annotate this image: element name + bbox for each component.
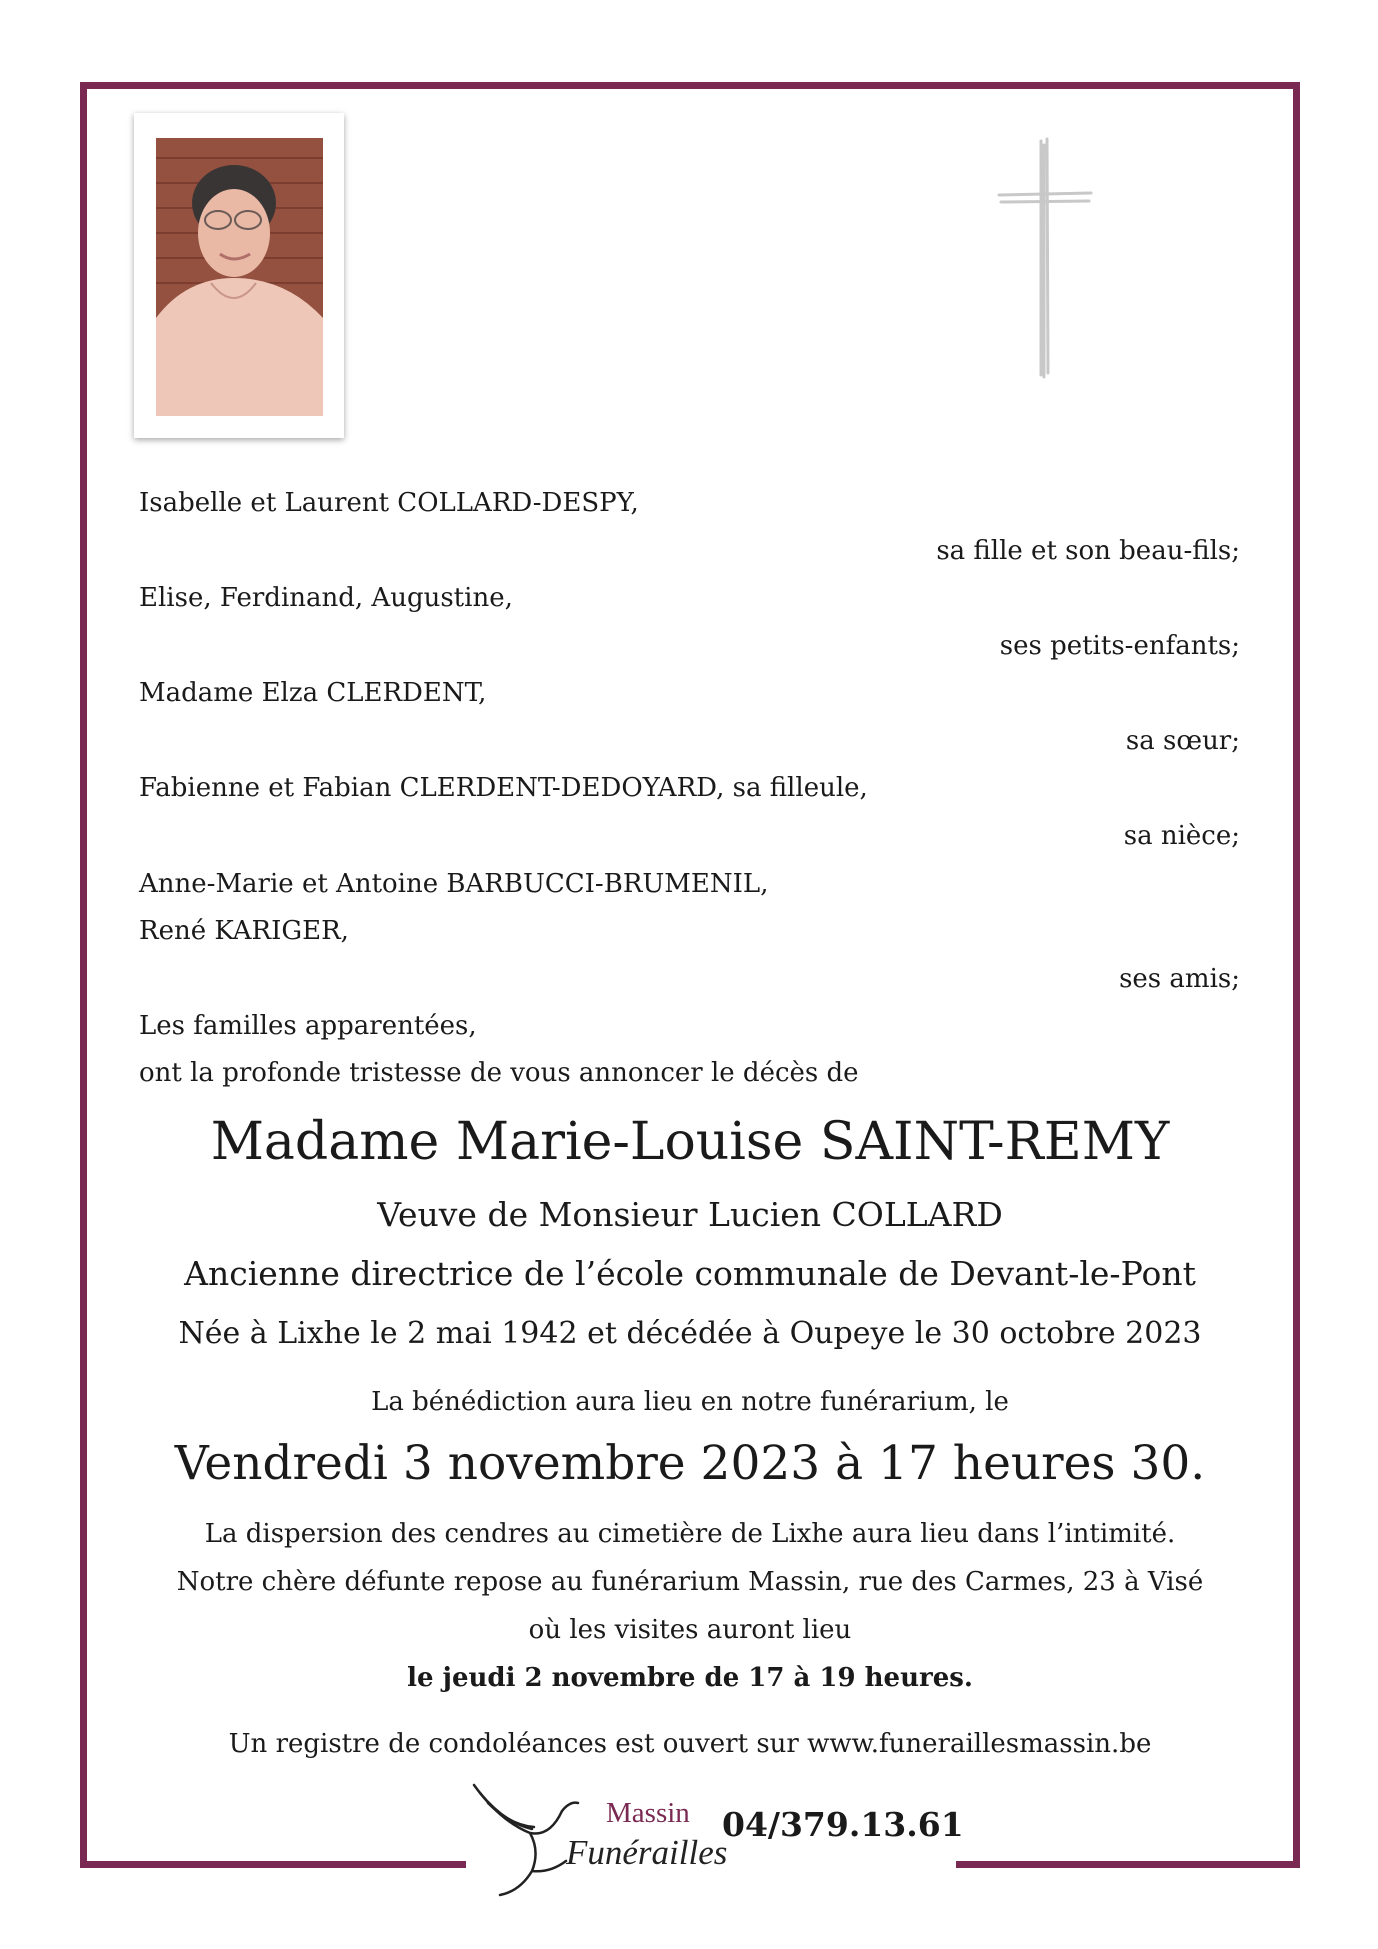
closing-families: Les familles apparentées, <box>139 1011 477 1041</box>
family-names-1: Elise, Ferdinand, Augustine, <box>139 583 513 613</box>
deceased-name: Madame Marie-Louise SAINT-REMY <box>210 1112 1170 1172</box>
family-names-3: Fabienne et Fabian CLERDENT-DEDOYARD, sa filleule, <box>139 773 868 803</box>
widow-of: Veuve de Monsieur Lucien COLLARD <box>377 1195 1003 1234</box>
visit-date: le jeudi 2 novembre de 17 à 19 heures. <box>407 1663 973 1693</box>
family-relation-2: sa sœur; <box>1125 726 1240 756</box>
portrait-photo <box>156 138 323 416</box>
rest-note: Notre chère défunte repose au funérarium Massin, rue des Carmes, 23 à Visé <box>176 1567 1204 1597</box>
cross-icon <box>995 137 1095 380</box>
life-dates: Née à Lixhe le 2 mai 1942 et décédée à Oupeye le 30 octobre 2023 <box>178 1316 1202 1351</box>
family-names-4: Anne-Marie et Antoine BARBUCCI-BRUMENIL, <box>139 869 769 899</box>
ceremony-date: Vendredi 3 novembre 2023 à 17 heures 30. <box>174 1436 1206 1491</box>
family-relation-1: ses petits-enfants; <box>999 631 1240 661</box>
ceremony-intro: La bénédiction aura lieu en notre funérarium, le <box>371 1387 1009 1417</box>
family-relation-3: sa nièce; <box>1123 821 1240 851</box>
phone-number: 04/379.13.61 <box>722 1805 964 1844</box>
family-relation-0: sa fille et son beau-fils; <box>936 536 1240 566</box>
visits-note: où les visites auront lieu <box>528 1615 852 1645</box>
announcement: ont la profonde tristesse de vous annoncer le décès de <box>139 1058 859 1088</box>
family-names-4b: René KARIGER, <box>139 916 349 946</box>
logo-brand-massin: Massin <box>606 1797 690 1829</box>
portrait-photo-card <box>134 113 344 438</box>
dispersion-note: La dispersion des cendres au cimetière de Lixhe aura lieu dans l’intimité. <box>204 1519 1176 1549</box>
family-names-2: Madame Elza CLERDENT, <box>139 678 487 708</box>
condolence-register: Un registre de condoléances est ouvert sur www.funeraillesmassin.be <box>228 1729 1152 1759</box>
family-relation-4: ses amis; <box>1119 964 1240 994</box>
dove-logo-icon <box>470 1781 580 1899</box>
occupation: Ancienne directrice de l’école communale de Devant-le-Pont <box>184 1254 1196 1293</box>
family-names-0: Isabelle et Laurent COLLARD-DESPY, <box>139 488 639 518</box>
logo-brand-funerailles: Funérailles <box>566 1833 728 1872</box>
footer-logo-area <box>466 1775 964 1905</box>
